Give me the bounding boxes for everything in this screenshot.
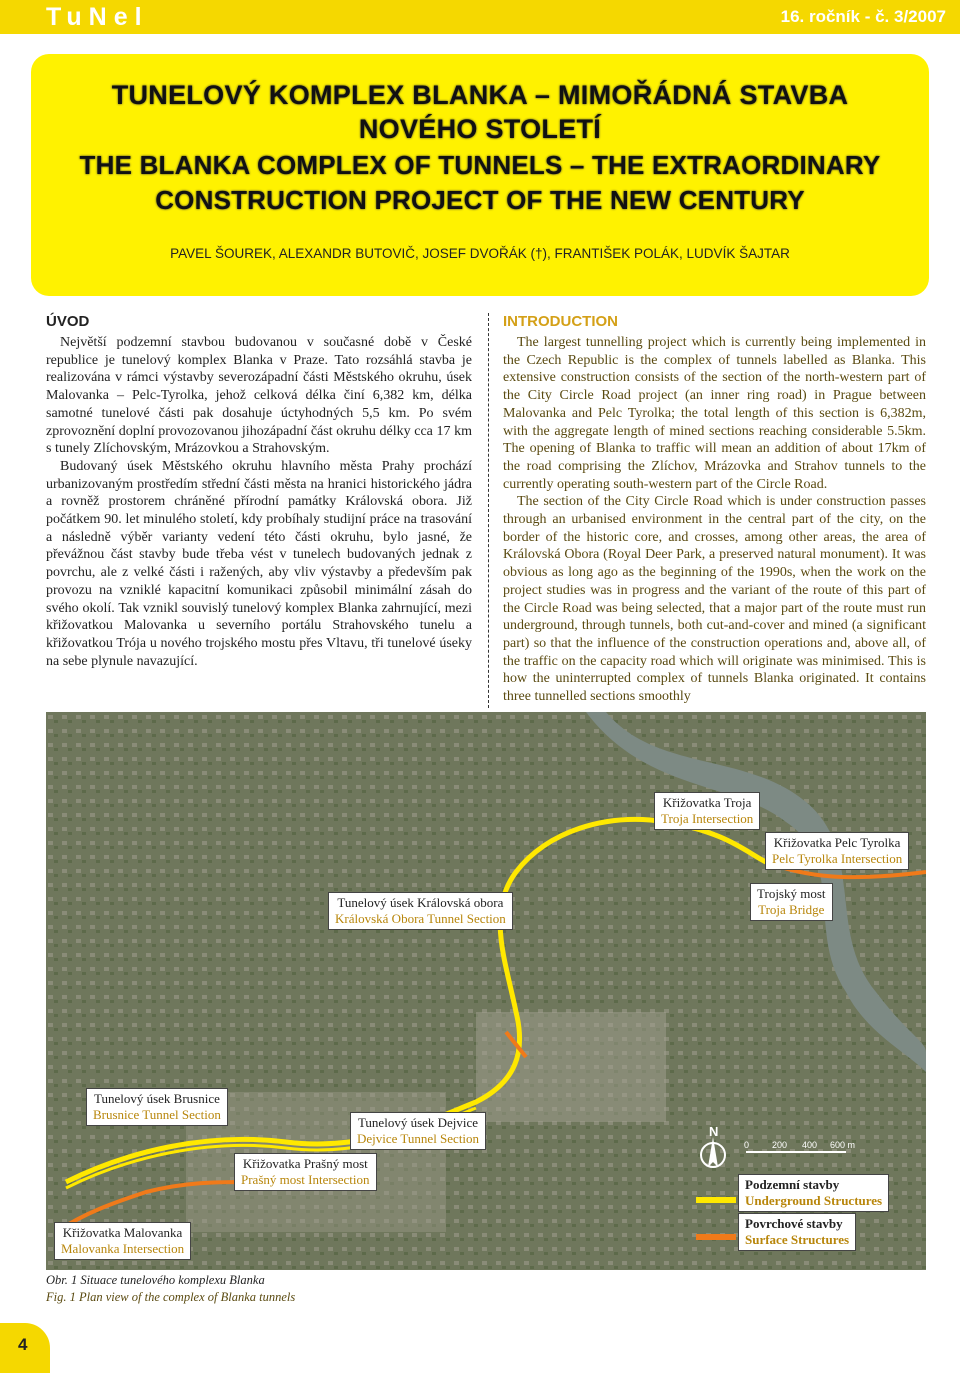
label-en: Pelc Tyrolka Intersection [772, 851, 903, 866]
title-box [31, 54, 929, 296]
label-kralovska-obora [328, 892, 513, 930]
label-en: Dejvice Tunnel Section [357, 1131, 480, 1146]
label-cz: Křižovatka Malovanka [62, 1225, 183, 1240]
scale-tick: 200 [772, 1140, 788, 1150]
label-malovanka [54, 1222, 191, 1260]
header-bar [0, 0, 960, 34]
label-cz: Křižovatka Troja [662, 795, 752, 810]
page-number: 4 [18, 1335, 28, 1354]
figure-caption [46, 1272, 295, 1306]
authors: PAVEL ŠOUREK, ALEXANDR BUTOVIČ, JOSEF DVOŘÁK (†), FRANTIŠEK POLÁK, LUDVÍK ŠAJTAR [170, 246, 790, 261]
page-number-tab [0, 1323, 50, 1373]
paragraph: Budovaný úsek Městského okruhu hlavního města Prahy prochází urbanizovaným prostředím střední části města na hranici historického jádra a rovněž prostorem chráněné přírodní památky Královská obora. Již počátkem 90. let minulého století, kdy probíhaly studijní práce na trasování a následně výběr varianty vedení této části okruhu, bylo jasné, že převážnou část stavby bude třeba vést v tunelech budovaných jednak z povrchu, ale z velké části i ražených, aby vliv výstavby a především pak provozu na vzniklé kapacitní komunikaci způsobil minimální zásah do svého okolí. Tak vznikl souvislý tunelový komplex Blanka zahrnující, mezi křižovatkou Malovanka u severního portálu Strahovského tunelu a křižovatkou Trója u nového trojského mostu přes Vltavu, tři tunelové úseky na sebe plynule navazující. [46, 458, 472, 669]
issue-number: 16. ročník - č. 3/2007 [780, 7, 946, 26]
label-troja-intersection [654, 792, 760, 830]
legend-underground [738, 1174, 889, 1212]
paragraph: The largest tunnelling project which is currently being implemented in the Czech Republic is the complex of tunnels labelled as Blanka. This extensive construction consists of the section of the north-western part of the City Circle Road project (an inner ring road) in Prague between Malovanka and Pelc Tyrolka; the total length of this section is 6,382m, with the aggregate length of mined sections reaching considerable 5.5km. The opening of Blanka to traffic will mean an addition of about 17km of the road comprising the Zlíchov, Mrázovka and Strahov tunnels to the currently operating south-western part of the Circle Road. [503, 335, 926, 492]
city-area [476, 1012, 666, 1122]
title-czech [31, 78, 929, 146]
heading-uvod: ÚVOD [46, 313, 90, 330]
caption-en: Fig. 1 Plan view of the complex of Blanka tunnels [46, 1290, 296, 1304]
journal-logo: TuNel [46, 3, 149, 31]
label-cz: Trojský most [757, 886, 826, 901]
scale-tick: 600 m [830, 1140, 856, 1150]
english-column [503, 334, 926, 706]
scale-tick: 400 [802, 1140, 818, 1150]
label-brusnice [86, 1088, 228, 1126]
label-en: Královská Obora Tunnel Section [335, 911, 506, 926]
legend-cz: Povrchové stavby [745, 1216, 843, 1231]
title-en-line1: THE BLANKA COMPLEX OF TUNNELS – THE EXTRAORDINARY [79, 150, 881, 180]
label-cz: Tunelový úsek Královská obora [337, 895, 504, 910]
heading-introduction: INTRODUCTION [503, 313, 618, 330]
label-cz: Tunelový úsek Dejvice [357, 1115, 479, 1130]
aerial-map [46, 712, 926, 1270]
paragraph: The section of the City Circle Road which is under construction passes through an urbanised environment in the central part of the city, on the border of the historic core, and crosses, among other areas, the area of Královská Obora (Royal Deer Park, a preserved natural monument). It was obvious as long ago as the beginning of the 1990s, when the work on the project studies was in progress and the variant of the route of this part of the Circle Road was being selected, that a major part of the route must run underground, through tunnels, both cut-and-cover and mined (a significant part) so that the influence of the construction operations and, above all, of the traffic on the capacity road which will originate was minimised. This is how the uninterrupted complex of tunnels Blanka originated. It contains three tunnelled sections smoothly [503, 494, 926, 705]
label-en: Brusnice Tunnel Section [93, 1107, 221, 1122]
legend-cz: Podzemní stavby [745, 1177, 840, 1192]
label-en: Troja Bridge [758, 902, 825, 917]
label-en: Troja Intersection [661, 811, 754, 826]
label-dejvice [350, 1112, 486, 1150]
legend-en: Surface Structures [745, 1232, 850, 1247]
scale-tick: 0 [744, 1140, 750, 1150]
label-en: Malovanka Intersection [61, 1241, 185, 1256]
label-troja-bridge [750, 883, 833, 921]
czech-column [46, 334, 472, 670]
title-cz-line2: NOVÉHO STOLETÍ [358, 114, 602, 144]
title-cz-line1: TUNELOVÝ KOMPLEX BLANKA – MIMOŘÁDNÁ STAVBA [111, 80, 849, 110]
label-cz: Křižovatka Pelc Tyrolka [773, 835, 901, 850]
north-label: N [709, 1124, 719, 1139]
title-en-line2: CONSTRUCTION PROJECT OF THE NEW CENTURY [155, 185, 805, 215]
paragraph: Největší podzemní stavbou budovanou v současné době v České republice je tunelový komplex Blanka v Praze. Tato rozsáhlá stavba je realizována v rámci výstavby severozápadní části Městského okruhu, úsek Malovanka – Pelc-Tyrolka, jehož celková délka činí 6,382 km, délka samotné tunelové části pak dosahuje úctyhodných 5,5 km. Po svém zprovoznění doplní provozovanou jihozápadní část okruhu délky cca 17 km s tunely Zlíchovským, Mrázovkou a Strahovským. [46, 335, 472, 457]
caption-cz: Obr. 1 Situace tunelového komplexu Blanka [46, 1273, 265, 1287]
legend-surface [738, 1213, 856, 1251]
title-english [31, 148, 929, 218]
label-cz: Tunelový úsek Brusnice [93, 1091, 220, 1106]
label-pelc-tyrolka [765, 832, 909, 870]
legend-en: Underground Structures [745, 1193, 883, 1208]
label-prasny-most [234, 1153, 377, 1191]
label-en: Prašný most Intersection [241, 1172, 370, 1187]
column-divider [488, 313, 489, 708]
label-cz: Křižovatka Prašný most [242, 1156, 368, 1171]
